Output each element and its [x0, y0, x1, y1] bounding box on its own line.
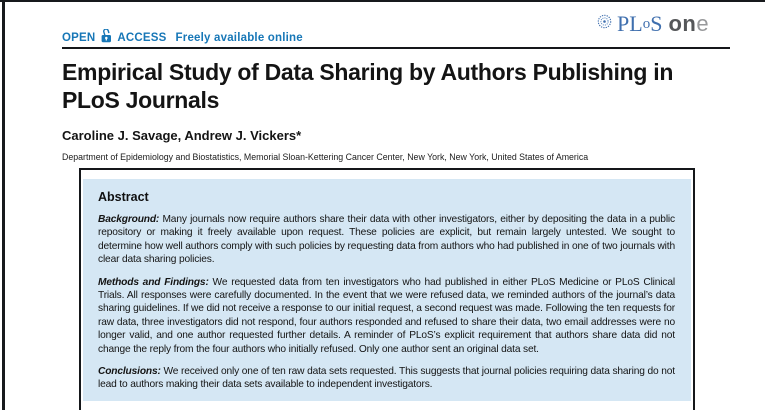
article-title [62, 58, 747, 114]
open-access-banner [62, 29, 303, 46]
conclusions-label: Conclusions: [98, 366, 161, 378]
article-title-line1: Empirical Study of Data Sharing by Authors Publishing in [62, 59, 674, 85]
plos-one-logo [597, 13, 709, 35]
article-title-line2: PLoS Journals [62, 87, 220, 113]
methods-label: Methods and Findings: [98, 276, 209, 288]
one-wordmark: one [668, 11, 710, 36]
affiliation-line: Department of Epidemiology and Biostatistics, Memorial Sloan-Kettering Cancer Center, New York, New York, United States of America [62, 152, 589, 162]
open-lock-icon [100, 29, 113, 46]
author-list: Caroline J. Savage, Andrew J. Vickers* [62, 128, 302, 143]
background-label: Background: [98, 214, 160, 225]
abstract-panel [83, 179, 691, 401]
freely-available-tagline: Freely available online [175, 31, 303, 44]
header-divider [62, 47, 730, 49]
conclusions-text: We received only one of ten raw data sets requested. This suggests that journal policies requiring data sharing do not lead to authors making their data sets available to independent investigators. [98, 366, 675, 391]
abstract-paragraph-background [98, 213, 675, 267]
background-text: Many journals now require authors share their data with other investigators, either by depositing the data in a public repository or making it freely available upon request. These policies are explicit, but remain largely untested. We sought to determine how well authors comply with such policies by requesting data from authors who had published in one of two journals with clear data sharing policies. [98, 214, 675, 266]
abstract-heading: Abstract [98, 190, 149, 204]
plos-wordmark: PLoS [617, 11, 663, 36]
page-left-edge [2, 0, 5, 410]
methods-text: We requested data from ten investigators who had published in either PLoS Medicine or PLoS Clinical Trials. All responses were carefully documented. In the event that we were refused data, we reminded authors of the journal’s data sharing guidelines. If we did not receive a response to our initial request, a second request was made. Following the ten requests for raw data, three investigators did not respond, four authors responded and refused to share their data, two email addresses were no longer valid, and one author requested further details. A reminder of PLoS’s explicit requirement that authors share data did not change the reply from the four authors who initially refused. Only one author sent an original data set. [98, 276, 675, 355]
open-access-label-open: OPEN [62, 31, 96, 44]
abstract-box [79, 168, 695, 410]
abstract-paragraph-methods [98, 276, 675, 356]
plos-orb-icon [597, 14, 612, 34]
page-top-edge [0, 0, 765, 2]
open-access-label-access: ACCESS [117, 31, 167, 44]
abstract-paragraph-conclusions [98, 365, 675, 392]
